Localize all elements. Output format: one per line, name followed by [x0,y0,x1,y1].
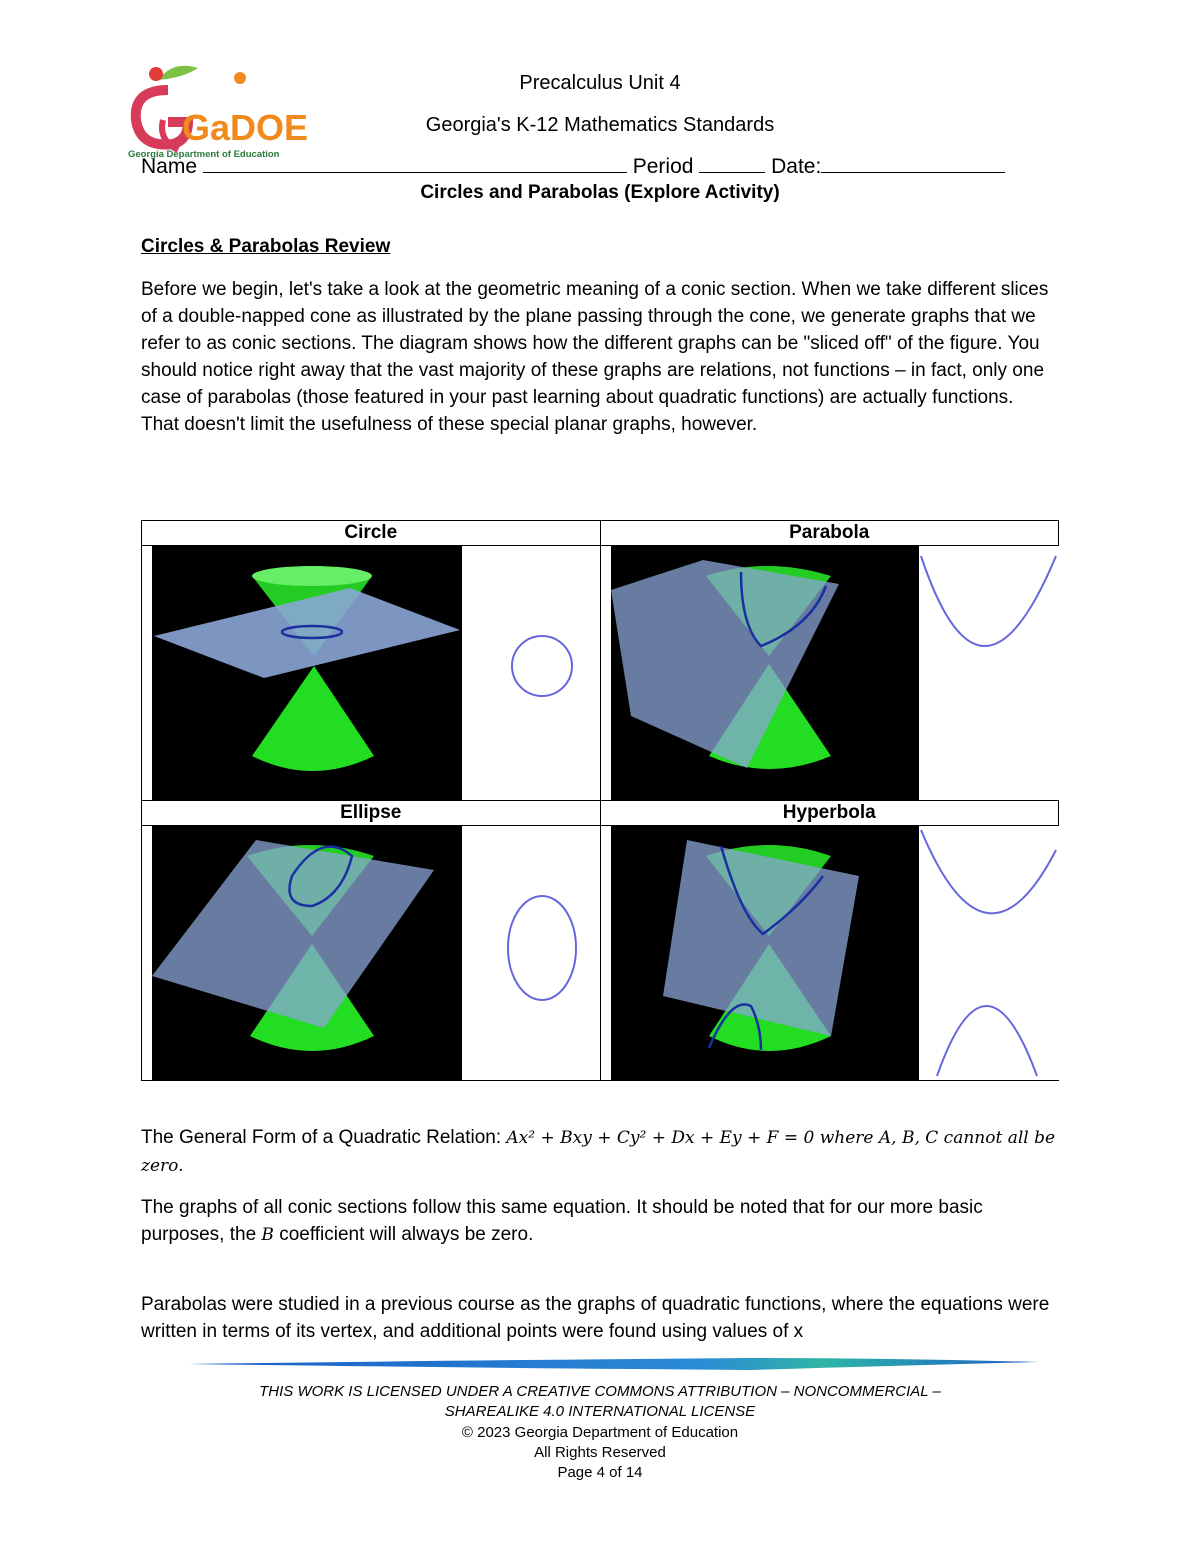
general-form-lead: The General Form of a Quadratic Relation: [141,1127,507,1148]
course-title: Precalculus Unit 4 [519,72,681,94]
student-info-line [141,154,1005,179]
hyperbola-cell [600,826,1059,1081]
parabola-header: Parabola [600,521,1059,546]
b-variable: B [261,1225,274,1245]
parabola-cell [600,546,1059,801]
circle-diagram [142,546,600,800]
date-label: Date: [771,155,822,178]
ellipse-cell [142,826,601,1081]
paragraph-2-a: The graphs of all conic sections follow this same equation. It should be noted that for our more basic purposes, the [141,1197,983,1245]
circle-cell [142,546,601,801]
standards-title: Georgia's K-12 Mathematics Standards [425,114,775,136]
parabola-diagram [601,546,1059,800]
circle-header: Circle [142,521,601,546]
name-field[interactable] [203,154,627,173]
rights: All Rights Reserved [534,1444,666,1461]
general-form [141,1124,1056,1180]
hyperbola-header: Hyperbola [600,801,1059,826]
ellipse-diagram [142,826,600,1080]
paragraph-3: Parabolas were studied in a previous course as the graphs of quadratic functions, where the equations were written in terms of its vertex, and additional points were found using values of x [141,1294,1050,1342]
copyright: © 2023 Georgia Department of Education [461,1424,739,1441]
license-line-2: SHAREALIKE 4.0 INTERNATIONAL LICENSE [444,1403,756,1420]
copyright-block [0,1423,1200,1483]
conic-sections-table [141,520,1059,1081]
svg-text:GaDOE: GaDOE [182,107,309,148]
activity-title: Circles and Parabolas (Explore Activity) [420,182,780,203]
intro-paragraph: Before we begin, let's take a look at the geometric meaning of a conic section. When we take different slices of a double-napped cone as illustrated by the plane passing through the cone, we generate graphs that we refer to as conic sections. The diagram shows how the different graphs can be "sliced off" of the figure. You should notice right away that the vast majority of these graphs are relations, not functions – in fact, only one case of parabolas (those featured in your past learning about quadratic functions) are actually functions. That doesn't limit the usefulness of these special planar graphs, however. [141,279,1049,435]
date-field[interactable] [821,154,1005,173]
license-text [0,1382,1200,1422]
paragraph-2-b: coefficient will always be zero. [273,1224,534,1245]
svg-text:Georgia Department of Educatio: Georgia Department of Education [128,149,280,160]
section-heading: Circles & Parabolas Review [141,236,391,257]
period-label: Period [632,155,694,178]
ellipse-header: Ellipse [142,801,601,826]
name-label: Name [141,155,198,178]
hyperbola-diagram [601,826,1059,1080]
general-form-equation: Ax² + Bxy + Cy² + Dx + Ey + F = 0 where A, B, C cannot all be zero. [141,1128,1056,1176]
footer-divider [188,1356,1038,1377]
period-field[interactable] [699,154,765,173]
paragraph-2 [141,1194,1056,1249]
license-line-1: THIS WORK IS LICENSED UNDER A CREATIVE COMMONS ATTRIBUTION – NONCOMMERCIAL – [259,1383,941,1400]
page-number: Page 4 of 14 [557,1464,643,1481]
